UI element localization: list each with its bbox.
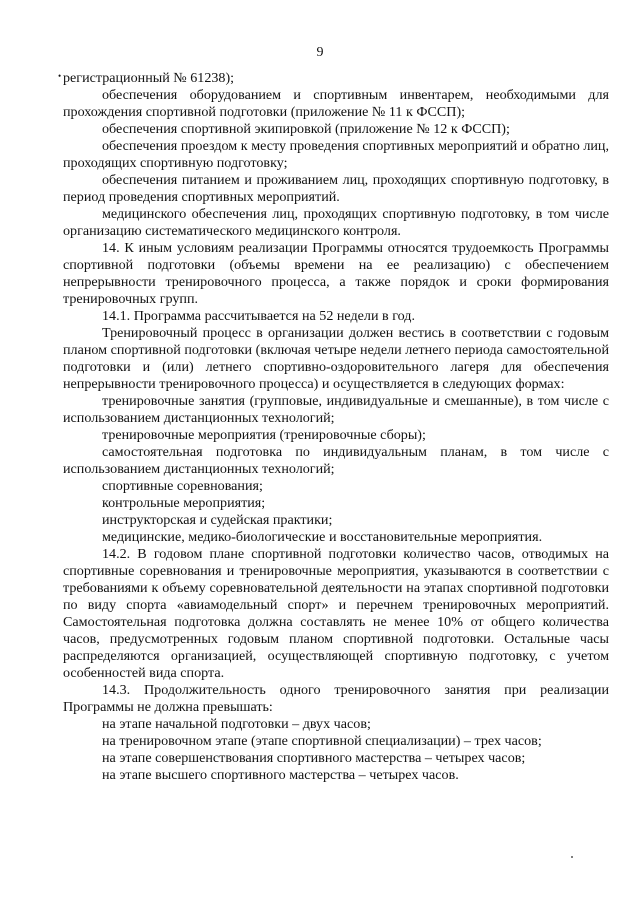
scan-speck: [571, 856, 573, 858]
list-item: на этапе высшего спортивного мастерства – четырех часов.: [102, 767, 459, 783]
list-item: медицинские, медико-биологические и восстановительные мероприятия.: [102, 529, 543, 545]
list-item: на этапе начальной подготовки – двух часов;: [102, 716, 371, 732]
paragraph: медицинского обеспечения лиц, проходящих спортивную подготовку, в том числе организацию систематического медицинского контроля.: [63, 206, 609, 239]
list-item: контрольные мероприятия;: [102, 495, 266, 511]
list-item: тренировочные мероприятия (тренировочные сборы);: [102, 427, 426, 443]
paragraph: обеспечения питанием и проживанием лиц, проходящих спортивную подготовку, в период проведения спортивных мероприятий.: [63, 172, 609, 205]
paragraph: обеспечения спортивной экипировкой (приложение № 12 к ФССП);: [102, 121, 510, 137]
list-item: спортивные соревнования;: [102, 478, 263, 494]
scan-mark: •: [58, 71, 62, 81]
paragraph: 14.1. Программа рассчитывается на 52 недели в год.: [102, 308, 415, 324]
paragraph: 14.2. В годовом плане спортивной подготовки количество часов, отводимых на спортивные соревнования и тренировочные мероприятия, указываются в соответствии с требованиями к объему соревновательной деятельности на этапах спортивной подготовки по виду спорта «авиамодельный спорт» и перечнем тренировочных мероприятий. Самостоятельная подготовка должна составлять не менее 10% от общего количества часов, предусмотренных годовым планом спортивной подготовки. Остальные часы распределяются организацией, осуществляющей спортивную подготовку, с учетом особенностей вида спорта.: [63, 546, 609, 681]
paragraph: 14.3. Продолжительность одного тренировочного занятия при реализации Программы не должна превышать:: [63, 682, 609, 715]
list-item: самостоятельная подготовка по индивидуальным планам, в том числе с использованием дистанционных технологий;: [63, 444, 609, 477]
paragraph-continuation: [58, 70, 609, 87]
page-number: 9: [316, 45, 324, 60]
paragraph: обеспечения оборудованием и спортивным инвентарем, необходимыми для прохождения спортивной подготовки (приложение № 11 к ФССП);: [63, 87, 609, 120]
document-body: [58, 70, 609, 784]
paragraph: Тренировочный процесс в организации должен вестись в соответствии с годовым планом спортивной подготовки (включая четыре недели летнего периода самостоятельной подготовки и (или) летнего спортивно-оздоровительного лагеря для обеспечения непрерывности тренировочного процесса) и осуществляется в следующих формах:: [63, 325, 609, 392]
paragraph: 14. К иным условиям реализации Программы относятся трудоемкость Программы спортивной подготовки (объемы времени на ее реализацию) с обеспечением непрерывности тренировочного процесса, а также порядок и сроки формирования тренировочных групп.: [63, 240, 609, 307]
list-item: на тренировочном этапе (этапе спортивной специализации) – трех часов;: [102, 733, 542, 749]
list-item: тренировочные занятия (групповые, индивидуальные и смешанные), в том числе с использованием дистанционных технологий;: [63, 393, 609, 426]
paragraph-text: регистрационный № 61238);: [63, 70, 235, 86]
paragraph: обеспечения проездом к месту проведения спортивных мероприятий и обратно лиц, проходящих спортивную подготовку;: [63, 138, 609, 171]
list-item: инструкторская и судейская практики;: [102, 512, 333, 528]
list-item: на этапе совершенствования спортивного мастерства – четырех часов;: [102, 750, 526, 766]
